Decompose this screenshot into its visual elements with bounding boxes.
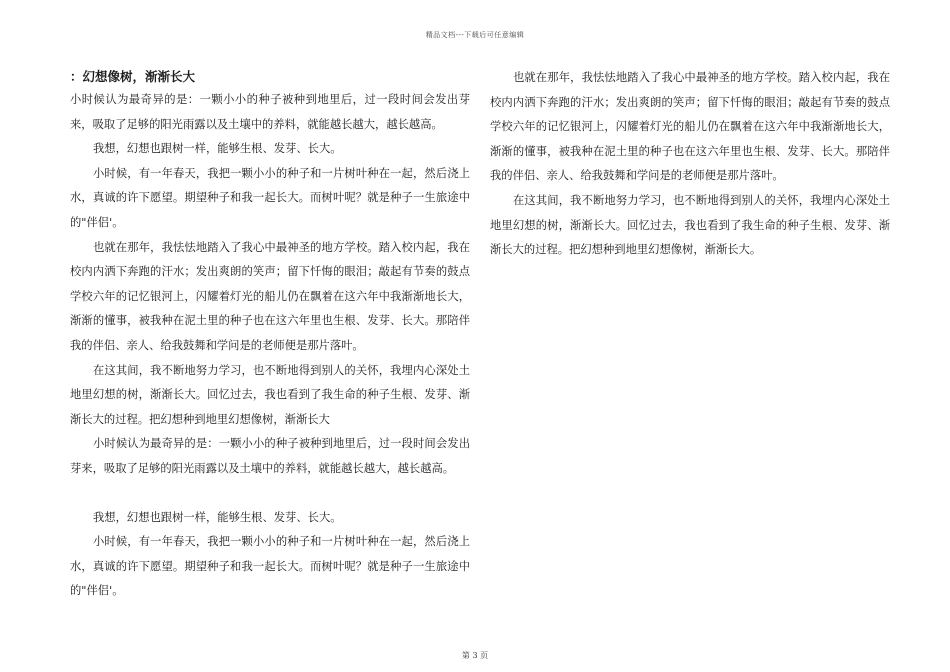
paragraph: 在这其间，我不断地努力学习，也不断地得到别人的关怀，我埋内心深处土地里幻想的树，渐渐长大。回忆过去，我也看到了我生命的种子生根、发芽、渐渐长大的过程。把幻想种到地里幻想像树，渐渐长大。: [490, 193, 890, 257]
paragraph: 我想，幻想也跟树一样，能够生根、发芽、长大。: [93, 510, 342, 524]
page-number: 第 3 页: [461, 651, 489, 660]
right-column: [490, 66, 890, 263]
paragraph: 我想，幻想也跟树一样，能够生根、发芽、长大。: [93, 142, 342, 156]
paragraph: 小时候，有一年春天，我把一颗小小的种子和一片树叶种在一起，然后浇上水，真诚的许下愿望。期望种子和我一起长大。而树叶呢？就是种子一生旅途中的"伴侣'。: [70, 535, 470, 598]
article-heading: ：幻想像树，渐渐长大: [70, 69, 196, 84]
page-header-note: 精品文档---下载后可任意编辑: [425, 31, 525, 39]
paragraph: 小时候，有一年春天，我把一颗小小的种子和一片树叶种在一起，然后浇上水，真诚的许下愿望。期望种子和我一起长大。而树叶呢？就是种子一生旅途中的"伴侣'。: [70, 166, 470, 229]
paragraph: 也就在那年，我怯怯地踏入了我心中最神圣的地方学校。踏入校内起，我在校内内洒下奔跑的汗水；发出爽朗的笑声；留下忏悔的眼泪；敲起有节奏的鼓点学校六年的记忆银河上，闪耀着灯光的船儿仍在飘着在这六年中我渐渐地长大，渐渐的懂事，被我种在泥土里的种子也在这六年里也生根、发芽、长大。那陪伴我的伴侣、亲人、给我鼓舞和学问是的老师便是那片落叶。: [70, 240, 470, 352]
paragraph-gap: [70, 482, 470, 506]
paragraph: 在这其间，我不断地努力学习，也不断地得到别人的关怀，我埋内心深处土地里幻想的树，渐渐长大。回忆过去，我也看到了我生命的种子生根、发芽、渐渐长大的过程。把幻想种到地里幻想像树，渐渐长大: [70, 363, 470, 426]
paragraph: 也就在那年，我怯怯地踏入了我心中最神圣的地方学校。踏入校内起，我在校内内洒下奔跑的汗水；发出爽朗的笑声；留下忏悔的眼泪；敲起有节奏的鼓点学校六年的记忆银河上，闪耀着灯光的船儿仍在飘着在这六年中我渐渐地长大，渐渐的懂事，被我种在泥土里的种子也在这六年里也生根、发芽、长大。那陪伴我的伴侣、亲人、给我鼓舞和学问是的老师便是那片落叶。: [490, 71, 890, 183]
paragraph: 小时候认为最奇异的是：一颗小小的种子被种到地里后，过一段时间会发出芽来，吸取了足够的阳光雨露以及土壤中的养料，就能越长越大，越长越高。: [70, 93, 470, 131]
paragraph: 小时候认为最奇异的是：一颗小小的种子被种到地里后，过一段时间会发出芽来，吸取了足够的阳光雨露以及土壤中的养料，就能越长越大，越长越高。: [70, 437, 470, 475]
left-column: [70, 66, 470, 604]
